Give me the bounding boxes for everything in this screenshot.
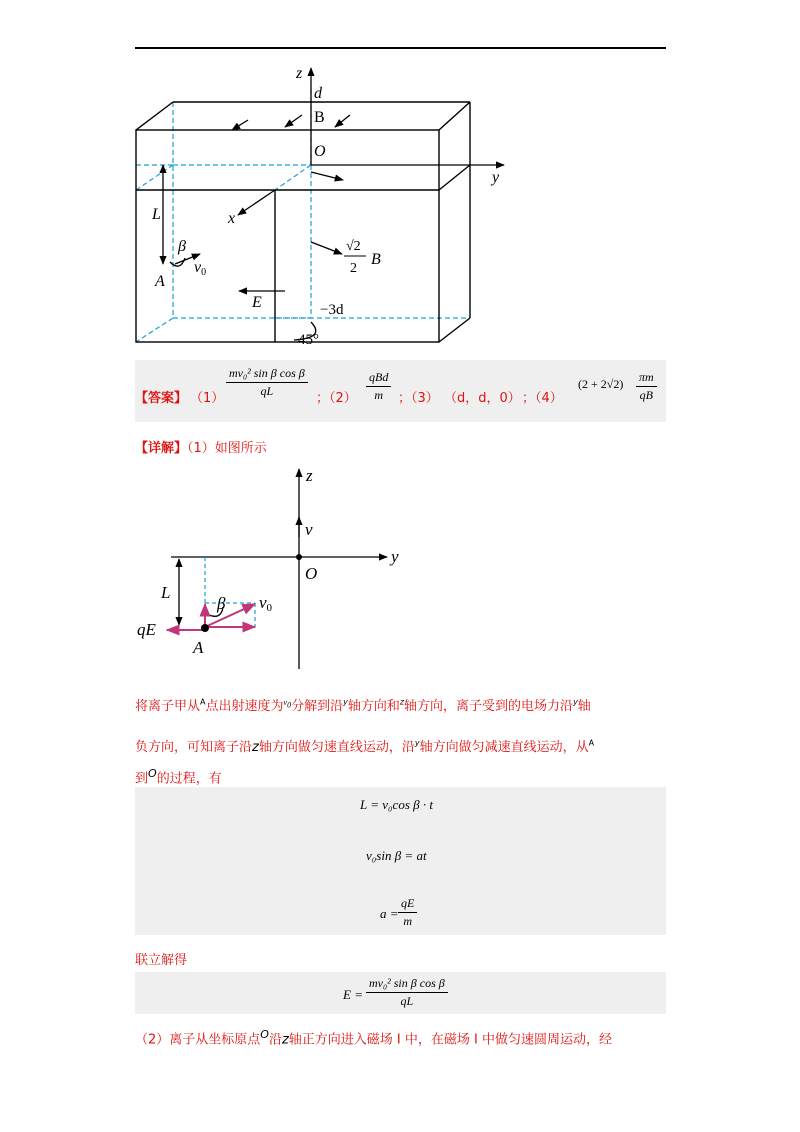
- fig2-qE-label: qE: [137, 620, 156, 639]
- fig2-z-label: z: [306, 466, 313, 485]
- fig2-v-label: v: [305, 520, 313, 539]
- equation-2: v₀sin β = at: [366, 848, 427, 863]
- fig2-L-label: L: [161, 583, 171, 602]
- answer-sep1: ；（2）: [316, 391, 357, 406]
- equation-1: L = v₀cos β · t: [360, 797, 433, 812]
- answer2-fraction: qBd m: [366, 370, 391, 403]
- fig1-v0-label: v0: [194, 259, 207, 278]
- detail-label: 【详解】: [135, 441, 188, 456]
- fig2-O-label: O: [305, 564, 318, 583]
- fig2-A-label: A: [193, 638, 204, 657]
- header-rule: [135, 47, 666, 49]
- fig2-beta-label: β: [217, 594, 226, 613]
- para-line-1: 将离子甲从$^A$点出射速度为$^{v_0}$分解到沿$^y$轴方向和$^z$轴方向，离子受到的电场力沿$^y$轴: [135, 697, 591, 714]
- answer-sep3: ；（4）: [522, 391, 563, 406]
- para-line-2: 负方向，可知离子沿z轴方向做匀速直线运动，沿$^y$轴方向做匀减速直线运动，从$^A$: [135, 738, 595, 755]
- equation-4-fraction: $\frac{\text{mv₀² sin β cos β}}{qL}$: [366, 976, 448, 1009]
- fig1-beta-label: β: [178, 238, 186, 255]
- answer1-fraction: $\frac{\text{mv₀² sin β cos β}}{qL}$: [226, 366, 308, 399]
- para-line-3: 到$^O$的过程，有: [135, 767, 222, 787]
- detail-text: （1）如图所示: [187, 441, 267, 456]
- fig1-field-B: B: [371, 251, 381, 268]
- figure-vector-diagram: [135, 463, 407, 669]
- joint-solve-text: 联立解得: [135, 953, 188, 968]
- answer-label: 【答案】: [135, 391, 188, 406]
- fig1-x-label: x: [228, 210, 236, 227]
- fig1-E-label: E: [252, 294, 262, 311]
- answer-sep2: ；（3）: [398, 391, 439, 406]
- fig1-y-label: y: [492, 169, 500, 186]
- fig2-v0-label: v0: [259, 593, 273, 614]
- answer-part3: （d，d，0）: [444, 391, 521, 406]
- fig1-d-label: d: [314, 85, 322, 102]
- answer4-coef: (2 + 2√2): [578, 377, 624, 391]
- para-line-4: （2）离子从坐标原点$^O$沿z轴正方向进入磁场 I 中，在磁场 I 中做匀速圆周运动，经: [135, 1028, 612, 1048]
- fig1-O-label: O: [314, 143, 326, 160]
- fig1-45deg-label: 45°: [298, 332, 319, 348]
- answer-part1: （1）: [190, 391, 225, 406]
- fig1-neg3d-label: −3d: [320, 302, 344, 318]
- fig1-A-label: A: [155, 273, 165, 290]
- fig1-z-label: z: [296, 65, 303, 82]
- fig1-field-coef: √2: [346, 239, 361, 254]
- figure-box-diagram: [130, 60, 520, 350]
- fig1-field-den: 2: [350, 261, 357, 276]
- fig1-L-label: L: [152, 206, 161, 223]
- fig2-y-label: y: [391, 547, 399, 566]
- fig1-B-label: B: [314, 109, 325, 126]
- equation-3-lhs: a =: [380, 906, 399, 921]
- detail-line: [135, 437, 267, 456]
- equation-4-lhs: E =: [343, 987, 363, 1002]
- equation-3-fraction: $\frac{qE}{m}$: [398, 896, 417, 929]
- answer4-fraction: $\frac{\pi m}{qB}$: [636, 370, 657, 403]
